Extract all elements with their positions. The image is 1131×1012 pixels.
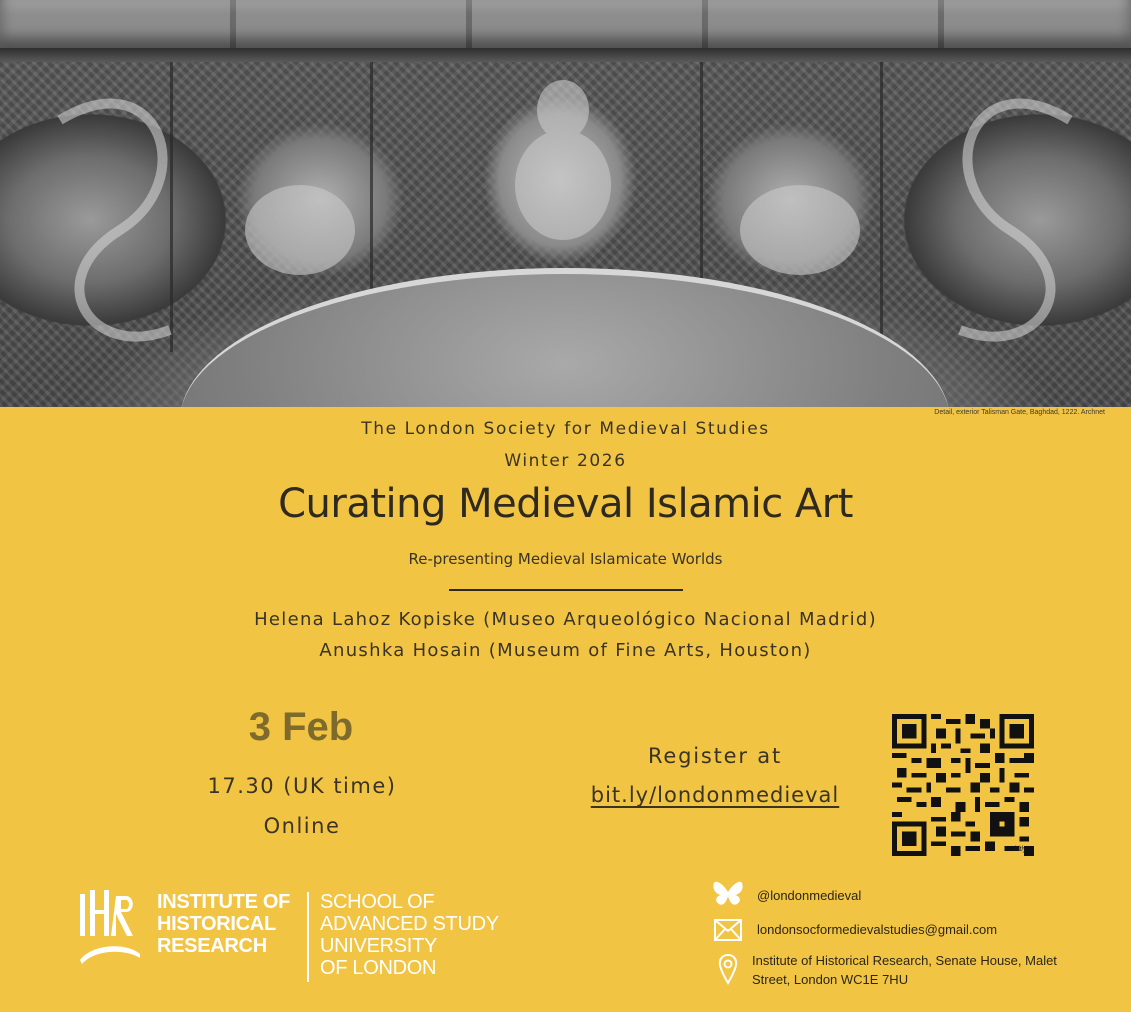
- relief-carving-shapes: [0, 0, 1131, 407]
- qr-bitly-tag: bitly: [1014, 846, 1027, 853]
- ihr-wordmark-line: INSTITUTE OF: [157, 891, 291, 913]
- contact-email[interactable]: londonsocformedievalstudies@gmail.com: [757, 922, 998, 937]
- logo-divider: [307, 892, 309, 982]
- event-title: Curating Medieval Islamic Art: [278, 481, 853, 527]
- register-label: Register at: [647, 744, 783, 768]
- speaker-2: Anushka Hosain (Museum of Fine Arts, Houston): [319, 640, 812, 661]
- title-divider: [449, 589, 683, 591]
- venue-address: Institute of Historical Research, Senate House, Malet Street, London WC1E 7HU: [752, 953, 1057, 987]
- event-subtitle: Re-presenting Medieval Islamicate Worlds: [408, 550, 723, 568]
- bluesky-butterfly-icon: [712, 880, 744, 908]
- season-label: Winter 2026: [504, 451, 627, 471]
- sas-wordmark-line: SCHOOL OF: [320, 891, 435, 913]
- sas-wordmark-line: ADVANCED STUDY: [320, 913, 499, 935]
- ihr-wordmark-line: HISTORICAL: [157, 913, 276, 935]
- ihr-wordmark-line: RESEARCH: [157, 935, 267, 957]
- society-name: The London Society for Medieval Studies: [361, 419, 770, 439]
- social-handle[interactable]: @londonmedieval: [757, 888, 862, 903]
- qr-code[interactable]: [892, 714, 1034, 856]
- event-mode: Online: [263, 814, 341, 838]
- speaker-1: Helena Lahoz Kopiske (Museo Arqueológico Nacional Madrid): [254, 609, 877, 630]
- event-time: 17.30 (UK time): [207, 774, 397, 798]
- sas-wordmark-line: OF LONDON: [320, 957, 437, 979]
- envelope-icon: [714, 919, 742, 941]
- event-date: 3 Feb: [248, 705, 354, 749]
- sas-wordmark-line: UNIVERSITY: [320, 935, 438, 957]
- ihr-logo-mark-icon: [78, 888, 142, 968]
- header-relief-image: [0, 0, 1131, 407]
- location-pin-icon: [718, 953, 738, 987]
- ihr-wordmark: [157, 891, 290, 957]
- image-caption: Detail, exterior Talisman Gate, Baghdad, 1222. Archnet: [934, 409, 1105, 416]
- register-link[interactable]: bit.ly/londonmedieval: [590, 783, 840, 807]
- sas-wordmark: [320, 891, 499, 979]
